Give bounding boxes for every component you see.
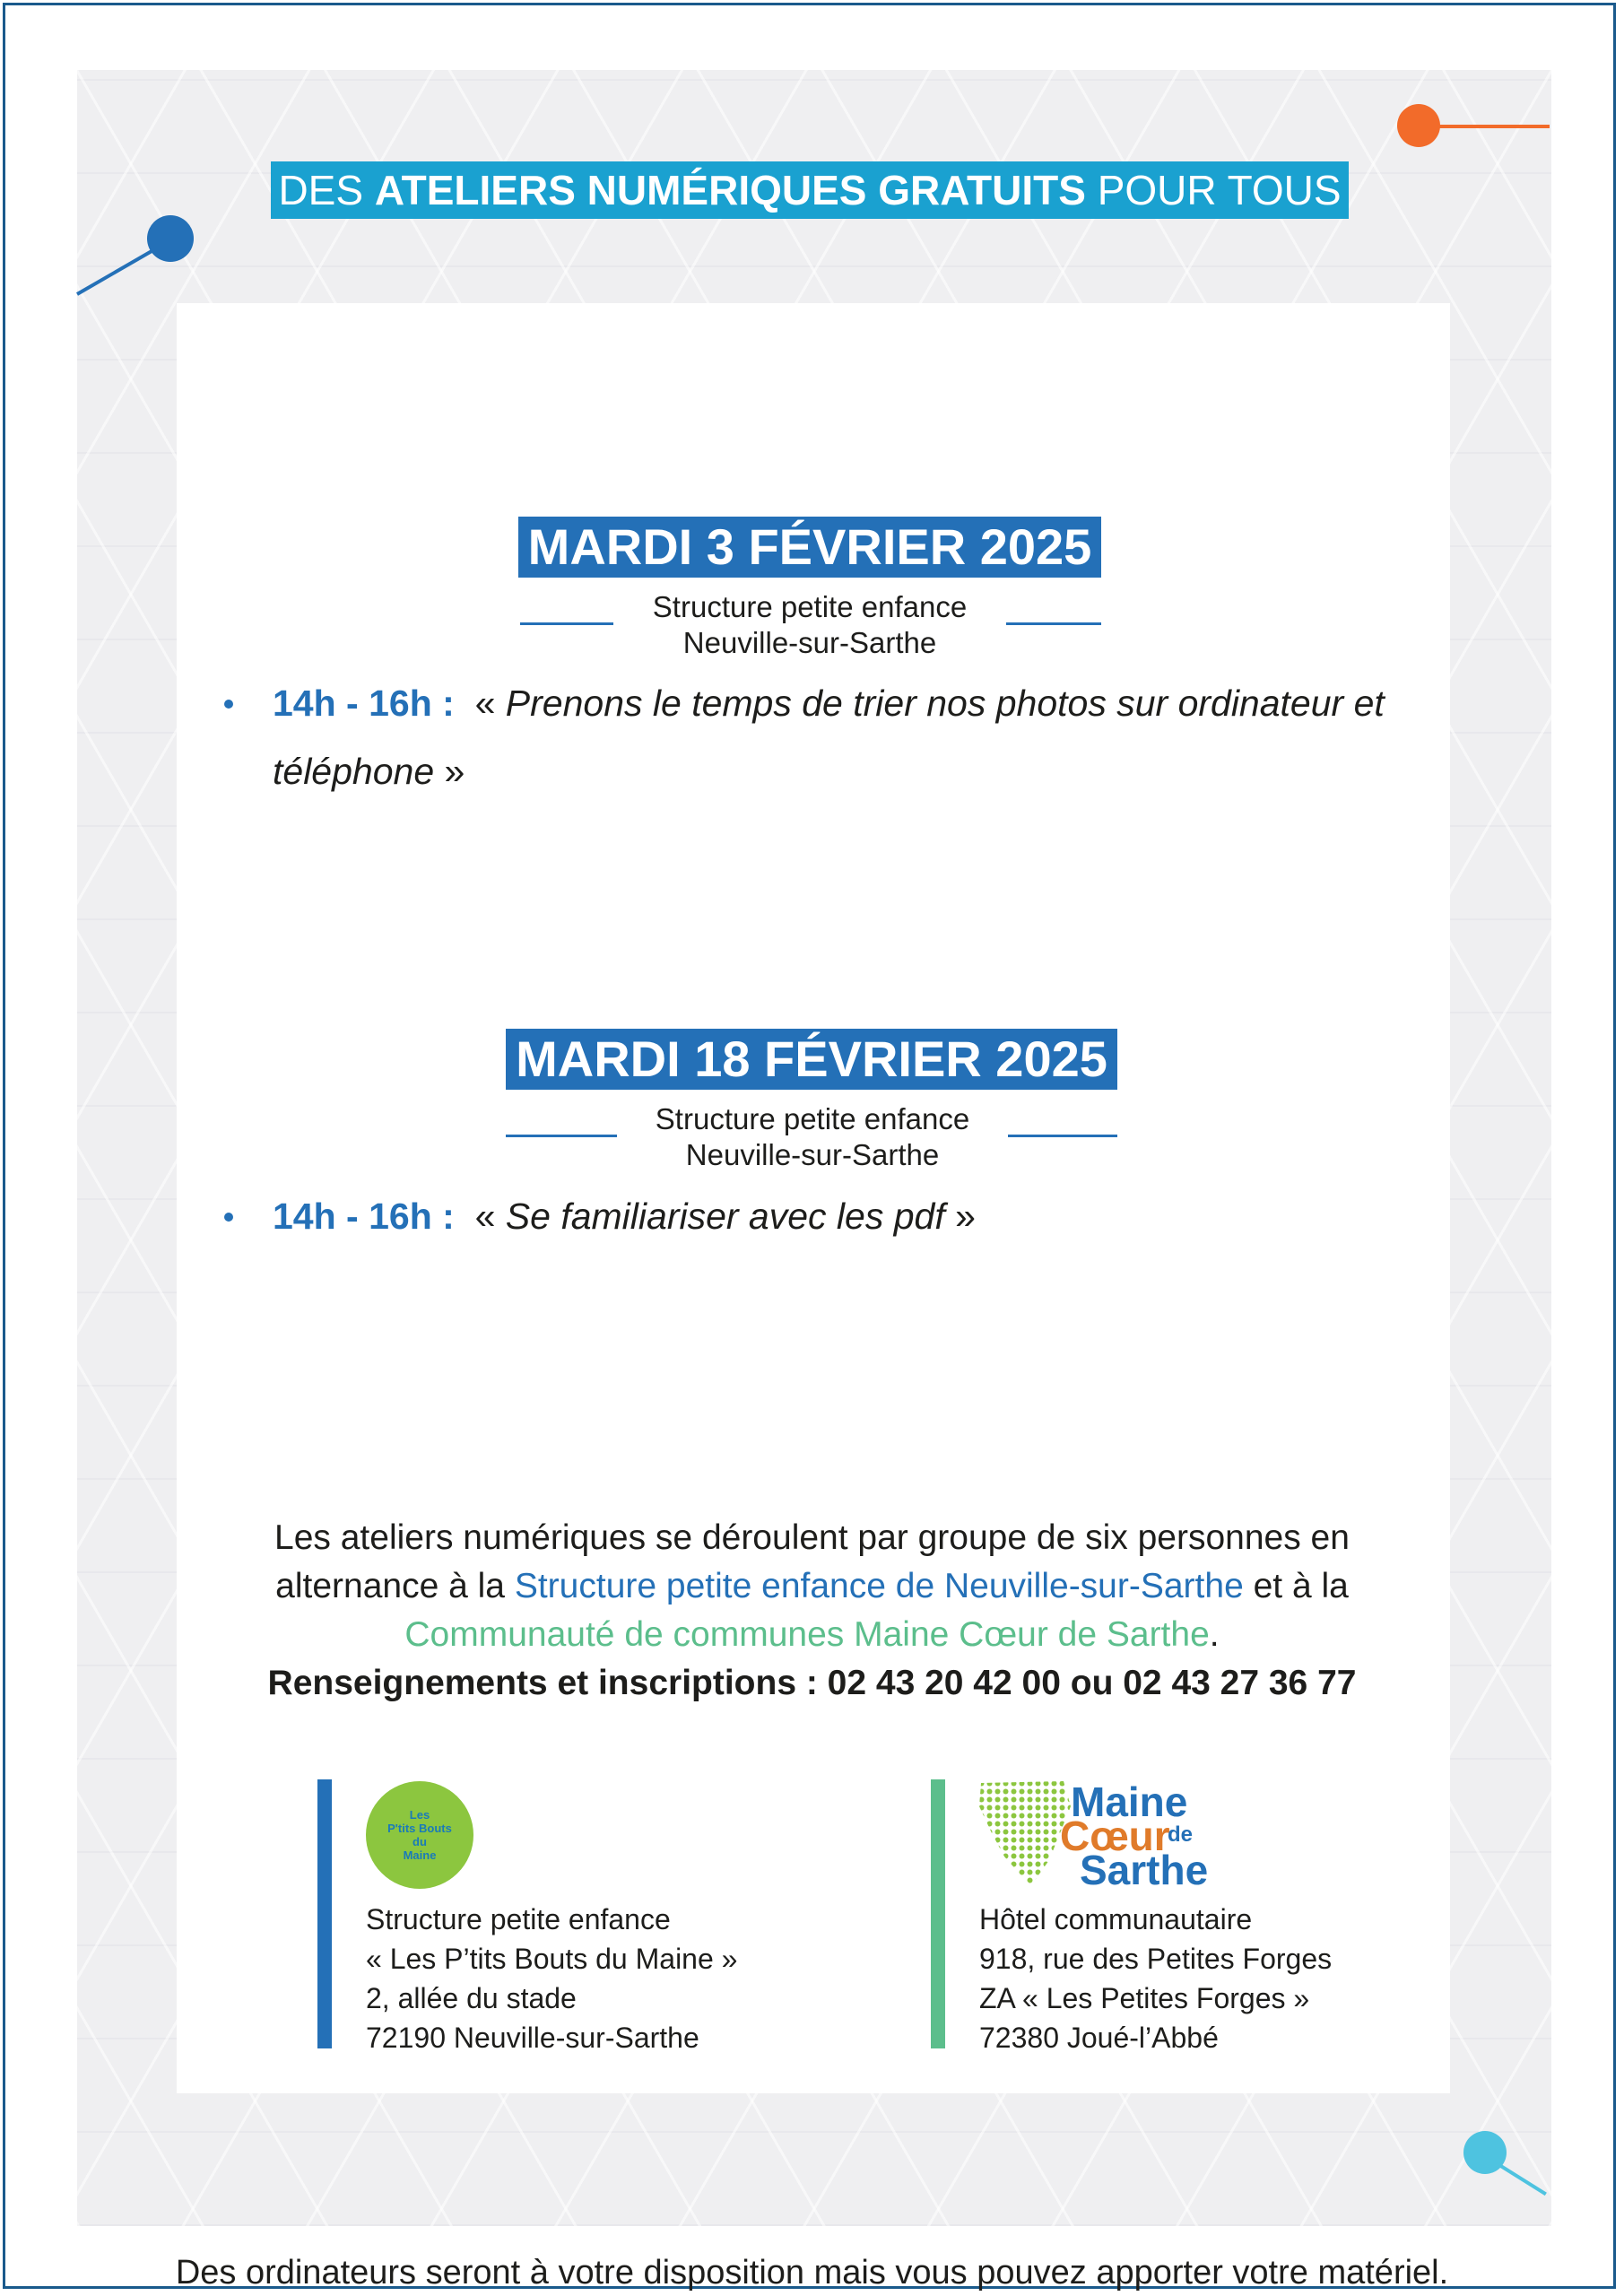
link-structure-petite-enfance: Structure petite enfance de Neuville-sur-Sarthe: [514, 1567, 1244, 1605]
event-1-rule-right: [1006, 622, 1101, 625]
event-1-rule-left: [520, 622, 613, 625]
event-1-date: MARDI 3 FÉVRIER 2025: [518, 517, 1101, 578]
maine-coeur-sarthe-logo: Maine Cœur de Sarthe: [977, 1779, 1264, 1891]
contact-phones: Renseignements et inscriptions : 02 43 20 42 00 ou 02 43 27 36 77: [267, 1664, 1357, 1702]
event-2-rule-right: [1008, 1135, 1117, 1137]
pin-dot-blue: [147, 215, 194, 262]
left-address: Structure petite enfance « Les P’tits Bouts du Maine » 2, allée du stade 72190 Neuville-sur-Sarthe: [366, 1903, 738, 2054]
event-2-session: 14h - 16h : « Se familiariser avec les pdf »: [273, 1196, 976, 1237]
event-1-session: 14h - 16h : « Prenons le temps de trier nos photos sur ordinateur et téléphone »: [273, 683, 1385, 792]
left-address-bar: [317, 1779, 332, 2048]
event-2-bullet: [224, 1213, 233, 1222]
pin-dot-orange: [1397, 104, 1440, 147]
footer-note: Des ordinateurs seront à votre disposition mais vous pouvez apporter votre matériel.: [175, 2254, 1449, 2292]
event-2-rule-left: [506, 1135, 617, 1137]
info-text: Les ateliers numériques se déroulent par groupe de six personnes en alternance à la Structure petite enfance de Neuville-sur-Sarthe et à la Communauté de communes Maine Cœur de Sarthe. Renseignements et inscriptions : 02 43 20 42 00 ou 02 43 27 36 77: [179, 1514, 1445, 1708]
right-address-bar: [931, 1779, 945, 2048]
event-2-venue: Structure petite enfance Neuville-sur-Sarthe: [655, 1102, 970, 1171]
ptits-bouts-logo: Les P'tits Bouts du Maine: [366, 1781, 473, 1889]
page-title-banner: DES ATELIERS NUMÉRIQUES GRATUITS POUR TOUS: [271, 161, 1349, 219]
right-address: Hôtel communautaire 918, rue des Petites Forges ZA « Les Petites Forges » 72380 Joué-l’Abbé: [979, 1903, 1333, 2054]
pin-dot-cyan: [1463, 2131, 1507, 2174]
link-communaute-communes: Communauté de communes Maine Cœur de Sarthe: [404, 1615, 1210, 1654]
event-2-date: MARDI 18 FÉVRIER 2025: [506, 1029, 1117, 1090]
event-1-bullet: [224, 700, 233, 709]
event-1-venue: Structure petite enfance Neuville-sur-Sarthe: [652, 590, 968, 659]
